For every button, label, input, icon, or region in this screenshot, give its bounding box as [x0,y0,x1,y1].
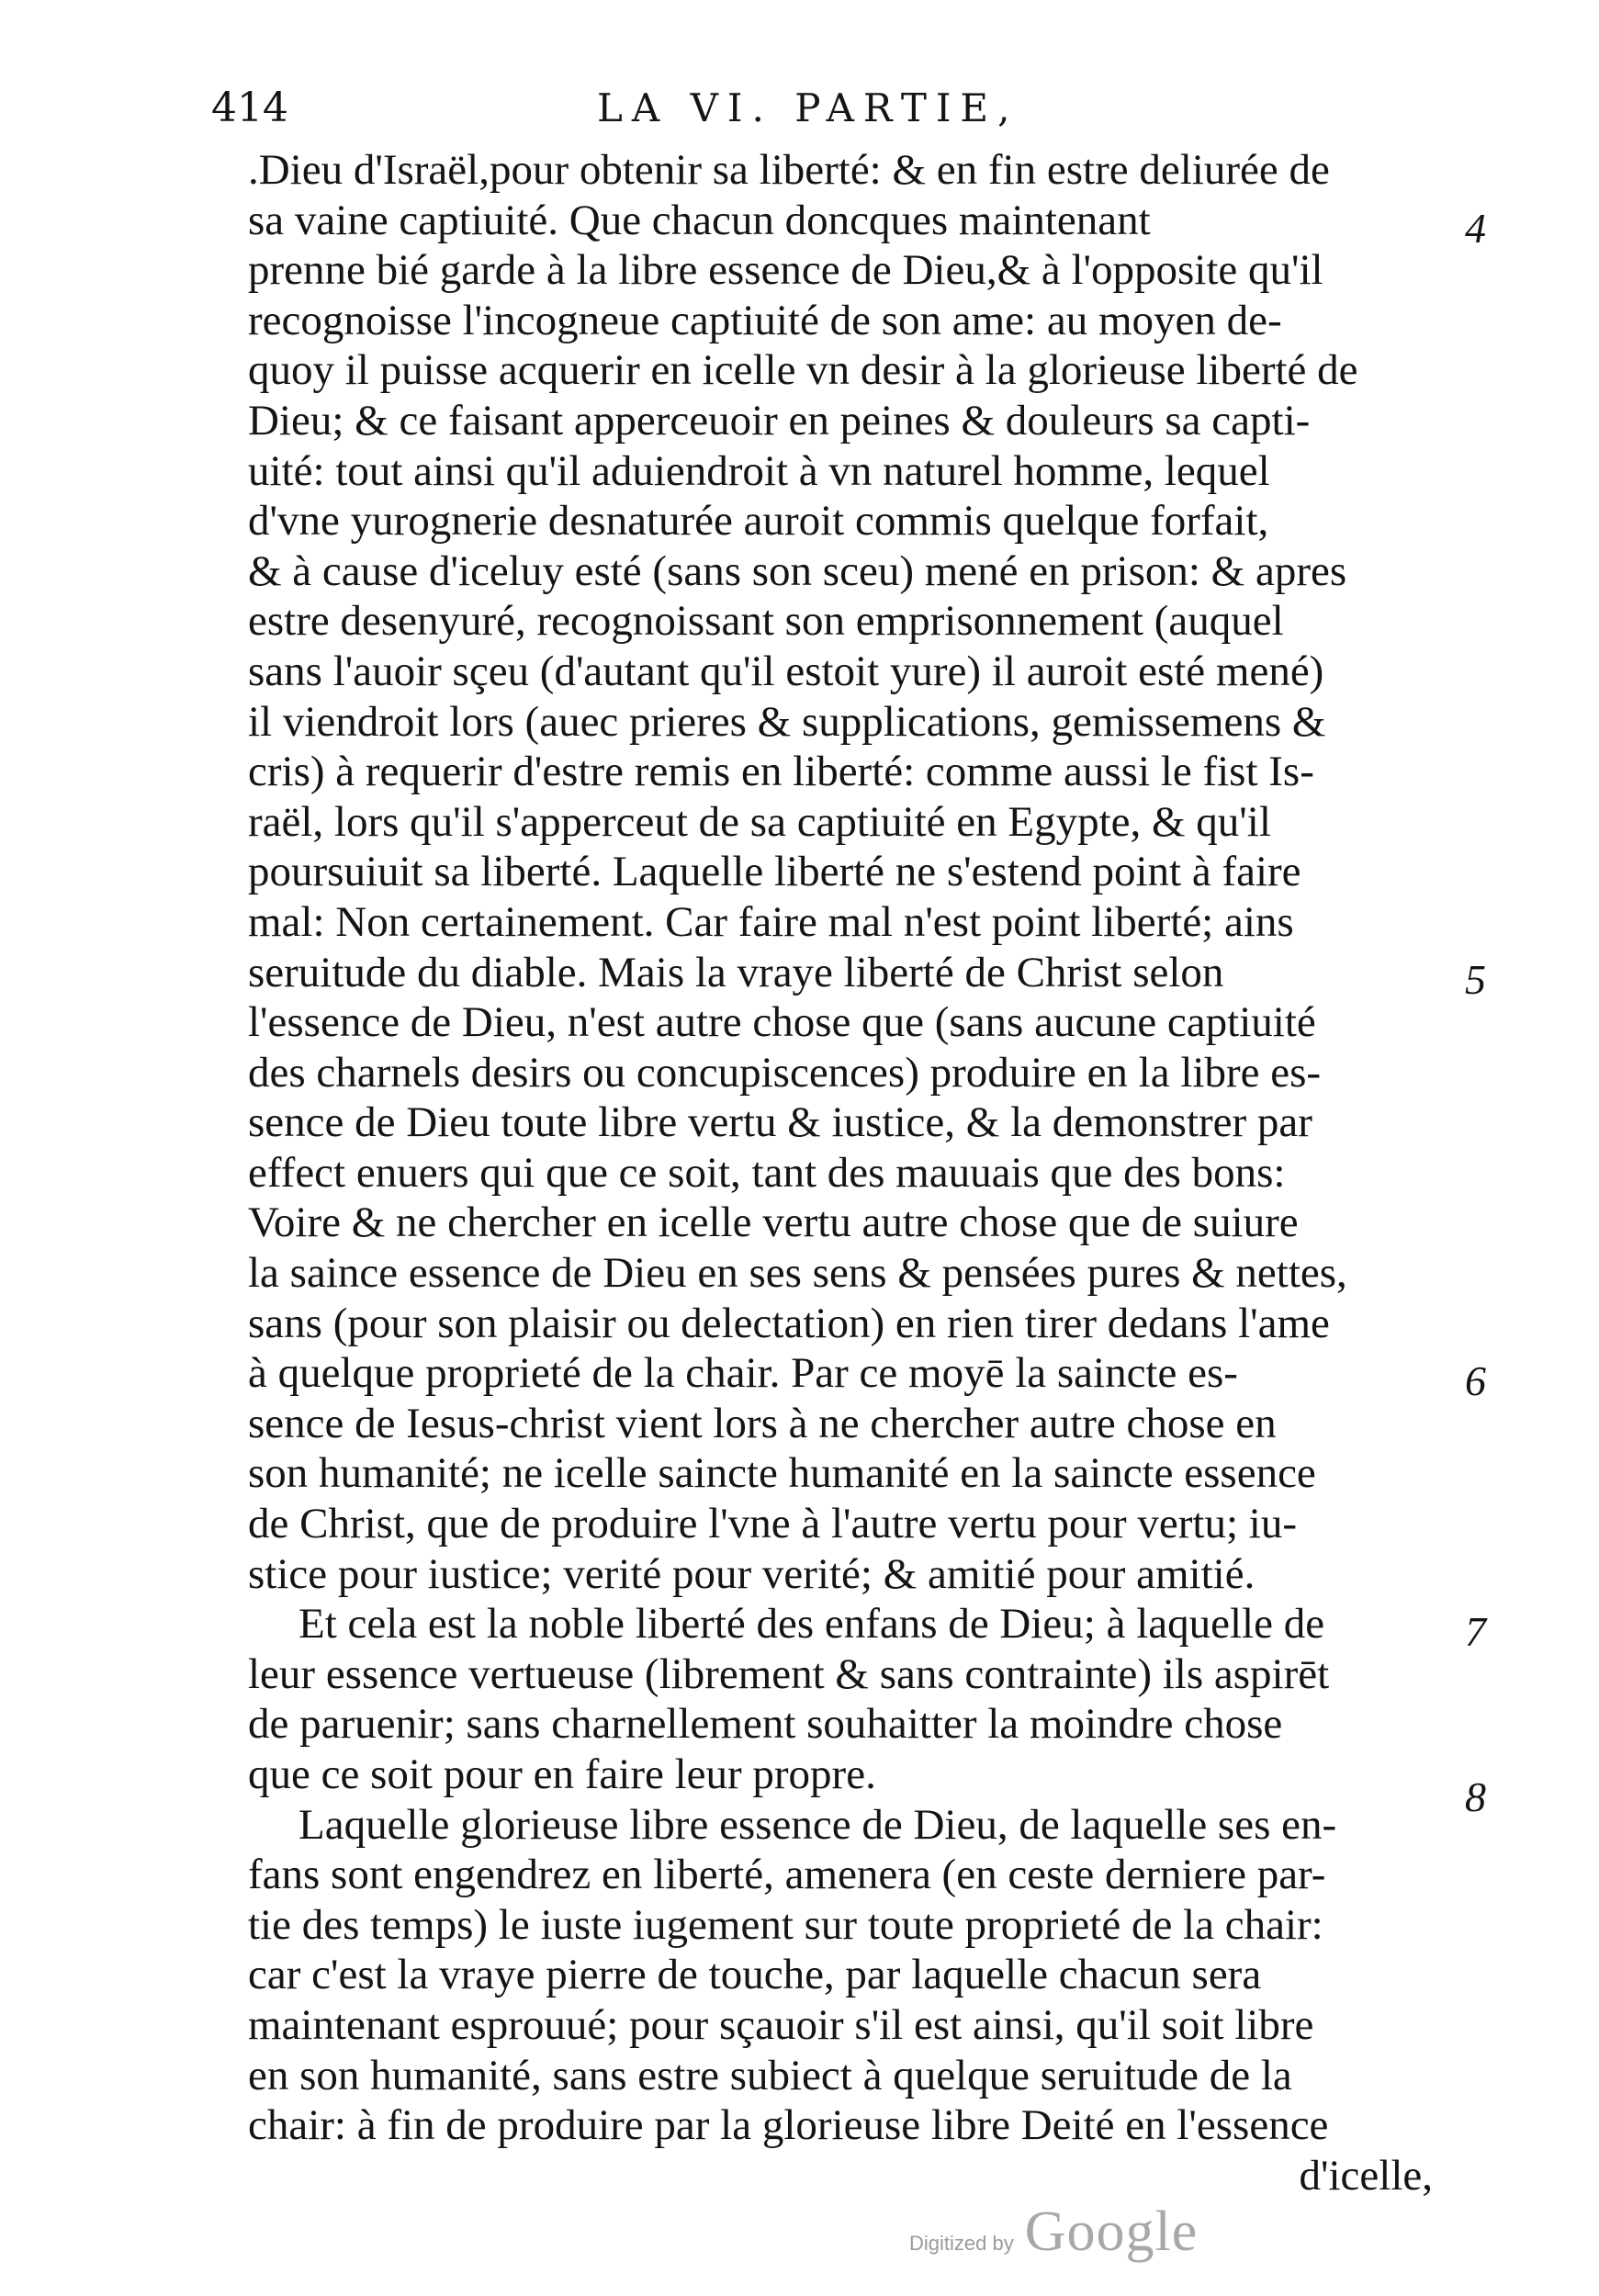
text-line: sence de Dieu toute libre vertu & iustice, & la demonstrer par [248,1098,1312,1147]
text-line: estre desenyuré, recognoissant son emprisonnement (auquel [248,597,1284,646]
text-line: car c'est la vraye pierre de touche, par laquelle chacun sera [248,1951,1262,1999]
watermark-prefix: Digitized by [909,2232,1014,2255]
text-line: son humanité; ne icelle saincte humanité en la saincte essence [248,1449,1316,1498]
text-line: cris) à requerir d'estre remis en liberté: comme aussi le fist Is- [248,748,1314,796]
text-line: effect enuers qui que ce soit, tant des mauuais que des bons: [248,1148,1286,1197]
text-line: .Dieu d'Israël,pour obtenir sa liberté: & en fin estre deliurée de [248,146,1330,194]
text-line: Laquelle glorieuse libre essence de Dieu, de laquelle ses en- [298,1800,1337,1849]
text-line: Dieu; & ce faisant apperceuoir en peines & douleurs sa capti- [248,396,1311,445]
text-line: prenne bié garde à la libre essence de Dieu,& à l'opposite qu'il [248,246,1323,295]
text-line: sa vaine captiuité. Que chacun doncques maintenant [248,196,1151,244]
text-line: & à cause d'iceluy esté (sans son sceu) mené en prison: & apres [248,546,1347,595]
margin-number: 6 [1465,1357,1486,1404]
text-line: tie des temps) le iuste iugement sur toute proprieté de la chair: [248,1900,1323,1949]
text-line: Et cela est la noble liberté des enfans de Dieu; à laquelle de [298,1600,1325,1649]
text-line: l'essence de Dieu, n'est autre chose que (sans aucune captiuité [248,998,1316,1047]
text-line: d'icelle, [1299,2151,1433,2200]
text-line: de paruenir; sans charnellement souhaitter la moindre chose [248,1700,1283,1749]
text-line: que ce soit pour en faire leur propre. [248,1750,876,1798]
text-line: sans (pour son plaisir ou delectation) en rien tirer dedans l'ame [248,1299,1330,1347]
text-line: poursuiuit sa liberté. Laquelle liberté ne s'estend point à faire [248,848,1301,896]
text-line: leur essence vertueuse (librement & sans contrainte) ils aspirēt [248,1649,1330,1698]
text-line: sans l'auoir sçeu (d'autant qu'il estoit yure) il auroit esté mené) [248,647,1324,695]
part-title: LA VI. PARTIE, [597,85,1019,130]
text-line: Voire & ne chercher en icelle vertu autre chose que de suiure [248,1199,1299,1247]
text-line: il viendroit lors (auec prieres & supplications, gemissemens & [248,697,1326,746]
text-line: fans sont engendrez en liberté, amenera (en ceste derniere par- [248,1851,1326,1899]
text-line: la saince essence de Dieu en ses sens & pensées pures & nettes, [248,1249,1347,1298]
text-line: chair: à fin de produire par la glorieuse libre Deité en l'essence [248,2101,1329,2150]
google-logo: Google [1024,2200,1199,2263]
text-line: uité: tout ainsi qu'il aduiendroit à vn naturel homme, lequel [248,446,1270,495]
text-line: à quelque proprieté de la chair. Par ce moyē la saincte es- [248,1349,1238,1398]
digitized-watermark [909,2200,1198,2264]
text-line: seruitude du diable. Mais la vraye liberté de Christ selon [248,948,1224,996]
text-line: de Christ, que de produire l'vne à l'autre vertu pour vertu; iu- [248,1500,1297,1548]
margin-number: 5 [1465,956,1486,1003]
text-line: raël, lors qu'il s'apperceut de sa captiuité en Egypte, & qu'il [248,797,1271,846]
text-line: quoy il puisse acquerir en icelle vn desir à la glorieuse liberté de [248,346,1358,395]
margin-number: 8 [1465,1773,1486,1820]
body-text [248,145,1460,2200]
text-line: d'vne yurognerie desnaturée auroit commis quelque forfait, [248,497,1269,546]
text-line: maintenant esprouué; pour sçauoir s'il est ainsi, qu'il soit libre [248,2000,1314,2049]
text-line: mal: Non certainement. Car faire mal n'est point liberté; ains [248,897,1294,946]
text-line: stice pour iustice; verité pour verité; & amitié pour amitié. [248,1549,1256,1598]
margin-number: 4 [1465,205,1486,252]
text-line: recognoisse l'incogneue captiuité de son ame: au moyen de- [248,296,1282,344]
text-line: sence de Iesus-christ vient lors à ne chercher autre chose en [248,1399,1277,1447]
text-line: des charnels desirs ou concupiscences) produire en la libre es- [248,1048,1322,1097]
page-number: 414 [211,84,288,131]
text-line: en son humanité, sans estre subiect à quelque seruitude de la [248,2051,1292,2099]
running-head [211,81,1451,145]
margin-number: 7 [1465,1608,1486,1655]
